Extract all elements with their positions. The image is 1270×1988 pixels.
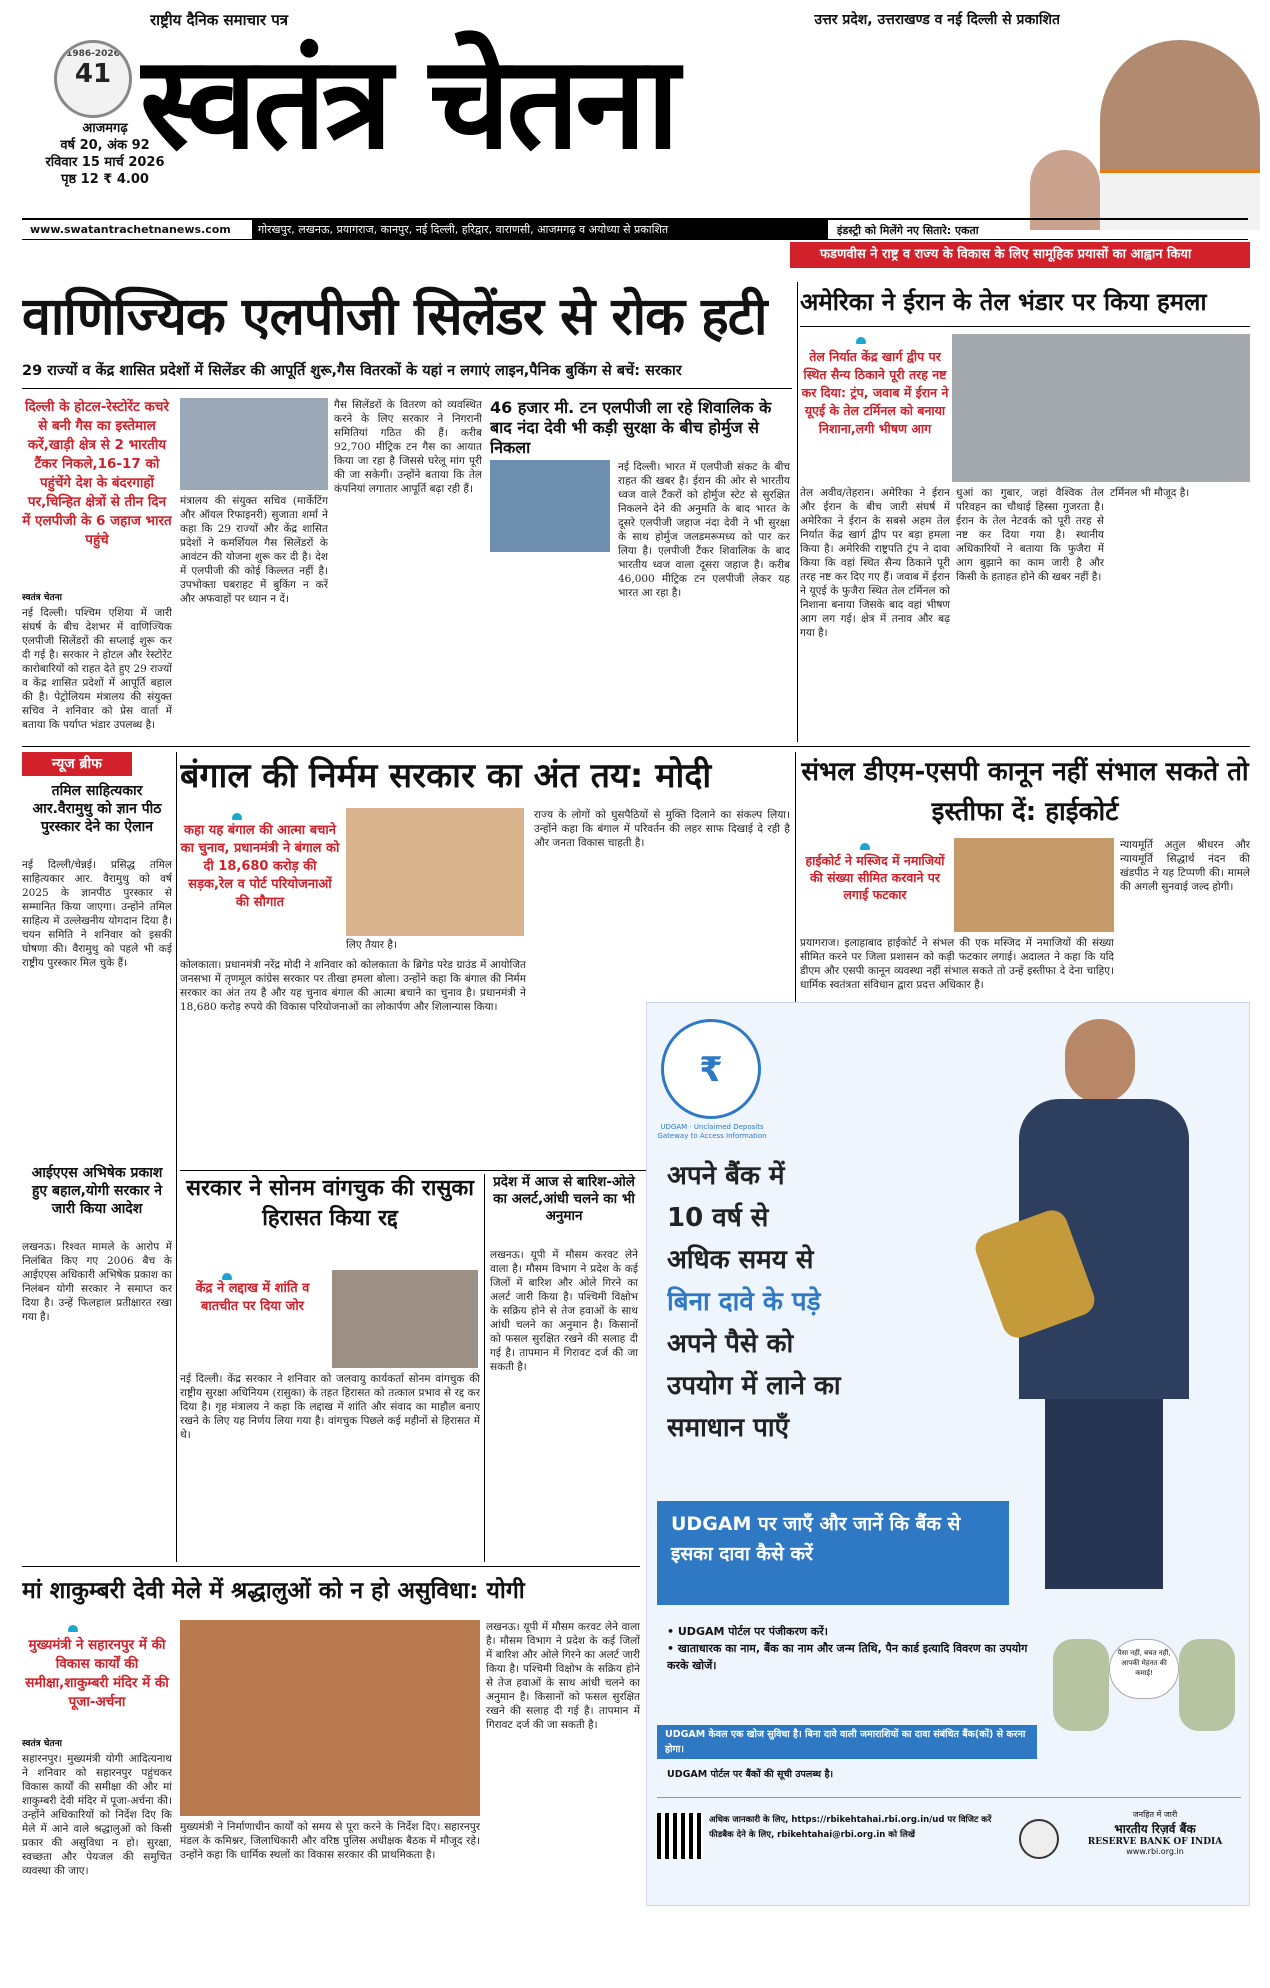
section-rule-3 [22, 1566, 640, 1567]
sambhal-red-sub: हाईकोर्ट ने मस्जिद में नमाजियों की संख्या सीमित करवाने पर लगाई फटकार [805, 853, 945, 902]
udgam-ring-text: UDGAM · Unclaimed Deposits Gateway to Access Information [657, 1123, 767, 1140]
iran-body-2: धुआं का गुबार, जहां वैश्विक तेल परिवहन का चौथाई हिस्सा गुजरता है। ईरान के तेल नेटवर्क को पूरी तरह से नष्ट कर दिया गया है। स्थानीय अधिकारियों ने बताया कि फुजैरा में आग बुझाने का काम जारी है और किसी के हताहत होने की खबर नहीं है। [956, 487, 1104, 583]
ad-blue-box[interactable]: UDGAM पर जाएँ और जानें कि बैंक से इसका दावा कैसे करें [657, 1501, 1009, 1605]
ad-headline-5: अपने पैसे को [667, 1329, 794, 1359]
ad-info [709, 1813, 1009, 1873]
bullet-dot-icon [232, 813, 242, 820]
rbi-emblem-icon [1019, 1819, 1059, 1859]
yogi-body-3: लखनऊ। यूपी में मौसम करवट लेने वाला है। मौसम विभाग ने प्रदेश के कई जिलों में बारिश और ओले गिरने का अलर्ट जारी किया है। पश्चिमी विक्षोभ के सक्रिय होने से तेज हवाओं के साथ आंधी चलने का अनुमान है। किसानों को फसल सुरक्षित रखने की सलाह दी गई है। तापमान में गिरावट दर्ज की जा सकती है। [486, 1621, 640, 1731]
ad-headline-3: अधिक समय से [667, 1245, 814, 1275]
bullet-icon: • [667, 1642, 678, 1655]
iran-headline: अमेरिका ने ईरान के तेल भंडार पर किया हमला [800, 288, 1207, 316]
iran-body: तेल अवीव/तेहरान। अमेरिका ने ईरान और ईरान के बीच जारी संघर्ष में अमेरिका ने ईरान के सबसे अहम तेल निर्यात केंद्र खार्ग द्वीप पर बड़ा हमला किया है। अमेरिकी राष्ट्रपति ट्रंप ने दावा किया कि वहां स्थित सैन्य ठिकाने पूरी तरह नष्ट कर दिए गए हैं। जवाब में ईरान ने यूएई के फुजैरा स्थित तेल टर्मिनल को निशाना बनाया जिसके बाद वहां भीषण आग लग गई। क्षेत्र में तनाव और बढ़ गया है। [800, 487, 950, 639]
brief-item2-head: आईएएस अभिषेक प्रकाश हुए बहाल,योगी सरकार ने जारी किया आदेश [31, 1165, 163, 1217]
col-divider-4 [484, 1174, 485, 1562]
anniversary-years: 1986-2026 [66, 49, 120, 59]
ad-headline-7: समाधान पाएँ [667, 1413, 789, 1443]
ad-bullet-2-text: खाताधारक का नाम, बैंक का नाम और जन्म तिथि, पैन कार्ड इत्यादि विवरण का उपयोग करके खोजें। [667, 1642, 1028, 1672]
lead-body-3: गैस सिलेंडरों के वितरण को व्यवस्थित करने के लिए सरकार ने निगरानी समितियां गठित की हैं। करीब 92,700 मीट्रिक टन गैस का आयात किया जा रहा है जिससे घरेलू मांग पूरी की जा सकेगी। उन्होंने बताया कि तेल कंपनियां लगातार आपूर्ति बढ़ा रही हैं। [334, 399, 482, 495]
lead-body-2: मंत्रालय की संयुक्त सचिव (मार्केटिंग और ऑयल रिफाइनरी) सुजाता शर्मा ने कहा कि 29 राज्यों और केंद्र शासित प्रदेशों ने कमर्शियल गैस सिलेंडरों के आवंटन की योजना शुरू कर दी है। देश में एलपीजी की कोई किल्लत नहीं है। उपभोक्ता घबराहट में बुकिंग न करें और अफवाहों पर ध्यान न दें। [180, 495, 328, 605]
cities-line: गोरखपुर, लखनऊ, प्रयागराज, कानपुर, नई दिल्ली, हरिद्वार, वाराणसी, आजमगढ़ व अयोध्या से प्रकाशित [252, 220, 828, 240]
lead-photo [180, 398, 328, 490]
news-brief-label: न्यूज ब्रीफ [22, 752, 132, 776]
bengal-dot-wrap [232, 808, 244, 820]
edition-info [40, 120, 170, 210]
masthead [0, 0, 1270, 300]
rbi-url[interactable]: www.rbi.org.in [1126, 1847, 1184, 1856]
ad-model-head [1065, 1019, 1135, 1103]
ad-headline-4: बिना दावे के पड़े [667, 1287, 821, 1317]
ad-bullet-1-text: UDGAM पोर्टल पर पंजीकरण करें। [677, 1625, 828, 1638]
brief-item2-body: लखनऊ। रिश्वत मामले के आरोप में निलंबित किए गए 2006 बैच के आईएएस अधिकारी अभिषेक प्रकाश का निलंबन योगी सरकार ने समाप्त कर दिया है। उन्हें फिलहाल प्रतीक्षारत रखा गया है। [22, 1241, 172, 1323]
bullet-dot-icon [856, 337, 866, 344]
edition-city: आजमगढ़ [82, 121, 128, 136]
qr-code-icon[interactable] [657, 1813, 703, 1859]
masthead-editions: उत्तर प्रदेश, उत्तराखण्ड व नई दिल्ली से प्रकाशित [814, 12, 1060, 28]
wangchuk-red-sub: केंद्र ने लद्दाख में शांति व बातचीत पर दिया जोर [195, 1281, 310, 1314]
iran-rule [800, 326, 1250, 327]
ad-bank-list: UDGAM पोर्टल पर बैंकों की सूची उपलब्ध है। [667, 1769, 834, 1780]
bullet-dot-icon [860, 843, 870, 850]
modi-photo [346, 808, 524, 936]
brief-item1-body: नई दिल्ली/चेन्नई। प्रसिद्ध तमिल साहित्यकार आर. वैरामुथु को वर्ष 2025 के ज्ञानपीठ पुरस्कार से सम्मानित किया जाएगा। उन्होंने तमिल साहित्य में उल्लेखनीय योगदान दिया है। चयन समिति ने शनिवार को इसकी घोषणा की। वैरामुथु को पहले भी कई राष्ट्रीय पुरस्कार मिल चुके हैं। [22, 859, 172, 969]
masthead-tagline: राष्ट्रीय दैनिक समाचार पत्र [150, 11, 289, 29]
wangchuk-dot-wrap [222, 1268, 234, 1280]
iran-dot-wrap [856, 332, 868, 344]
moneybag-left-icon [1053, 1639, 1109, 1731]
bullet-dot-icon [222, 1273, 232, 1280]
bengal-body-2: राज्य के लोगों को घुसपैठियों से मुक्ति दिलाने का संकल्प लिया। उन्होंने कहा कि बंगाल में परिवर्तन की लहर साफ दिखाई दे रही है और जनता विकास चाहती है। [534, 809, 790, 849]
bullet-icon: • [667, 1625, 678, 1638]
weather-body: लखनऊ। यूपी में मौसम करवट लेने वाला है। मौसम विभाग ने प्रदेश के कई जिलों में बारिश और ओले गिरने का अलर्ट जारी किया है। पश्चिमी विक्षोभ के सक्रिय होने से तेज हवाओं के साथ आंधी चलने का अनुमान है। किसानों को फसल सुरक्षित रखने की सलाह दी गई है। तापमान में गिरावट दर्ज की जा सकती है। [490, 1249, 638, 1373]
website-bar [22, 218, 1248, 240]
ad-info-1[interactable]: अधिक जानकारी के लिए, https://rbikehtahai.rbi.org.in/ud पर विजिट करें [709, 1815, 992, 1825]
website-link[interactable]: www.swatantrachetnanews.com [30, 223, 231, 236]
edition-volume: वर्ष 20, अंक 92 [60, 138, 150, 153]
sambhal-headline: संभल डीएम-एसपी कानून नहीं संभाल सकते तो इस्तीफा दें: हाईकोर्ट [801, 757, 1249, 827]
wangchuk-headline: सरकार ने सोनम वांगचुक की रासुका हिरासत किया रद्द [186, 1176, 474, 1231]
yogi-body-2: मुख्यमंत्री ने निर्माणाधीन कार्यों को समय से पूरा करने के निर्देश दिए। सहारनपुर मंडल के कमिश्नर, जिलाधिकारी और वरिष्ठ पुलिस अधीक्षक बैठक में मौजूद रहे। उन्होंने कहा कि धार्मिक स्थलों का विकास सरकार की प्राथमिकता है। [180, 1821, 480, 1861]
wangchuk-photo [332, 1270, 478, 1368]
promo-right[interactable]: इंडस्ट्री को मिलेंगे नए सितारे: एकता [837, 224, 979, 237]
iran-caption: टर्मिनल भी मौजूद है। [1110, 487, 1190, 499]
lead-headline: वाणिज्यिक एलपीजी सिलेंडर से रोक हटी [22, 287, 767, 347]
lead-byline: स्वतंत्र चेतना [22, 593, 62, 603]
rbi-name-hi: भारतीय रिज़र्व बैंक [1114, 1822, 1196, 1836]
speech-bubble: पैसा नहीं, बचत नहीं, आपकी मेहनत की कमाई! [1109, 1639, 1179, 1699]
iran-red-sub: तेल निर्यात केंद्र खार्ग द्वीप पर स्थित सैन्य ठिकाने पूरी तरह नष्ट कर दिया: ट्रंप, जवाब में ईरान ने यूएई के तेल टर्मिनल को बनाया निशाना,लगी भीषण आग [801, 349, 949, 436]
rbi-block [1065, 1809, 1245, 1873]
ad-info-2[interactable]: फीडबैक देने के लिए, rbikehtahai@rbi.org.in को लिखें [709, 1830, 915, 1840]
ad-bullet-1 [667, 1623, 1047, 1640]
ad-bullets [667, 1623, 1047, 1719]
ad-bullet-2 [667, 1640, 1047, 1674]
lead-side-red: दिल्ली के होटल-रेस्टोरेंट कचरे से बनी गैस का इस्तेमाल करें,खाड़ी क्षेत्र से 2 भारतीय टैंकर निकले,16-17 को पहुंचेंगे देश के बंदरगाहों पर,चिन्हित क्षेत्रों से तीन दिन में एलपीजी के 6 जहाज भारत पहुंचे [22, 399, 172, 548]
sambhal-body-2: न्यायमूर्ति अतुल श्रीधरन और न्यायमूर्ति सिद्धार्थ नंदन की खंडपीठ ने यह टिप्पणी की। मामले की अगली सुनवाई जल्द होगी। [1120, 839, 1250, 893]
wangchuk-body: नई दिल्ली। केंद्र सरकार ने शनिवार को जलवायु कार्यकर्ता सोनम वांगचुक की राष्ट्रीय सुरक्षा अधिनियम (रासुका) के तहत हिरासत को तत्काल प्रभाव से रद्द कर दिया है। गृह मंत्रालय ने कहा कि लद्दाख में शांति और संवाद का माहौल बनाए रखने के लिए यह निर्णय लिया गया है। वांगचुक पिछले कई महीनों से हिरासत में थे। [180, 1373, 480, 1441]
lng-ship-photo [490, 460, 610, 552]
section-rule-1 [22, 746, 1250, 747]
ad-headline-block [667, 1155, 997, 1495]
bengal-body: कोलकाता। प्रधानमंत्री नरेंद्र मोदी ने शनिवार को कोलकाता के ब्रिगेड परेड ग्राउंड में आयोजित जनसभा में तृणमूल कांग्रेस सरकार पर तीखा हमला बोला। उन्होंने कहा कि बंगाल की निर्मम सरकार का अंत तय है और यह चुनाव बंगाल की आत्मा बचाने का चुनाव है। प्रधानमंत्री ने 18,680 करोड़ रुपये की विकास परियोजनाओं का लोकार्पण और शिलान्यास किया। [180, 959, 526, 1013]
moneybag-right-icon [1179, 1639, 1235, 1731]
yogi-byline: स्वतंत्र चेतना [22, 1739, 62, 1749]
edition-price: पृष्ठ 12 ₹ 4.00 [61, 172, 149, 187]
udgam-logo-ring [661, 1019, 761, 1119]
yogi-headline: मां शाकुम्बरी देवी मेले में श्रद्धालुओं को न हो असुविधा: योगी [22, 1578, 525, 1604]
yogi-red-sub: मुख्यमंत्री ने सहारनपुर में की विकास कार्यों की समीक्षा,शाकुम्बरी मंदिर में की पूजा-अर्चना [25, 1637, 169, 1710]
anniversary-number: 41 [74, 59, 112, 89]
rbi-name-en: RESERVE BANK OF INDIA [1087, 1837, 1223, 1847]
ad-headline-1: अपने बैंक में [667, 1161, 785, 1191]
yogi-temple-photo [180, 1620, 480, 1816]
lead-rule [22, 388, 792, 389]
rupee-key-icon: ₹ [699, 1050, 723, 1090]
weather-headline: प्रदेश में आज से बारिश-ओले का अलर्ट,आंधी चलने का भी अनुमान [493, 1174, 635, 1224]
lead-subhead: 29 राज्यों व केंद्र शासित प्रदेशों में सिलेंडर की आपूर्ति शुरू,गैस वितरकों के यहां न लगाएं लाइन,पैनिक बुकिंग से बचें: सरकार [22, 363, 682, 379]
ad-model-legs [1045, 1399, 1163, 1589]
col-divider-2 [176, 752, 177, 1562]
edition-date: रविवार 15 मार्च 2026 [45, 155, 165, 170]
sambhal-body: प्रयागराज। इलाहाबाद हाईकोर्ट ने संभल की एक मस्जिद में नमाजियों की संख्या सीमित करने पर जिला प्रशासन को कड़ी फटकार लगाई। अदालत ने कहा कि यदि डीएम और एसपी कानून व्यवस्था नहीं संभाल सकते तो उन्हें इस्तीफा दे देना चाहिए। धार्मिक स्वतंत्रता संविधान द्वारा प्रदत्त अधिकार है। [800, 937, 1114, 991]
lead-box-headline: 46 हजार मी. टन एलपीजी ला रहे शिवालिक के बाद नंदा देवी भी कड़ी सुरक्षा के बीच होर्मुज से निकला [490, 398, 772, 456]
sambhal-dot-wrap [860, 838, 872, 850]
yogi-dot-wrap [68, 1620, 80, 1632]
col-divider-1 [797, 282, 798, 742]
ad-headline-6: उपयोग में लाने का [667, 1371, 841, 1401]
bengal-caption: लिए तैयार है। [346, 939, 397, 951]
ad-strip: UDGAM केवल एक खोज सुविधा है। बिना दावे वाली जमाराशियों का दावा संबंधित बैंक(कों) से करना होगा। [657, 1725, 1037, 1759]
rbi-tag: जनहित में जारी [1132, 1810, 1178, 1819]
bengal-headline: बंगाल की निर्मम सरकार का अंत तय: मोदी [180, 756, 712, 796]
lead-box-body: नई दिल्ली। भारत में एलपीजी संकट के बीच राहत की खबर है। ईरान की ओर से भारतीय ध्वज वाले टैंकरों को होर्मुज स्टेट से सुरक्षित निकलने देने की अनुमति के बाद भारत के दूसरे एलपीजी जहाज नंदा देवी ने भी सुरक्षा के साथ होर्मुज जलडमरूमध्य को पार कर लिया है। एलपीजी टैंकर शिवालिक के बाद भारतीय ध्वज वाला दूसरा जहाज है। करीब 46,000 मीट्रिक टन एलपीजी लेकर यह भारत आ रहा है। [618, 461, 790, 599]
high-court-photo [954, 838, 1114, 932]
ad-headline-2: 10 वर्ष से [667, 1203, 769, 1233]
yogi-body: सहारनपुर। मुख्यमंत्री योगी आदित्यनाथ ने शनिवार को सहारनपुर पहुंचकर विकास कार्यों की समीक्षा की और मां शाकुम्बरी देवी मंदिर में पूजा-अर्चना की। उन्होंने अधिकारियों को निर्देश दिए कि मेले में आने वाले श्रद्धालुओं को किसी प्रकार की असुविधा न हो। सुरक्षा, स्वच्छता और पेयजल की समुचित व्यवस्था की जाए। [22, 1753, 172, 1877]
bengal-red-sub: कहा यह बंगाल की आत्मा बचाने का चुनाव, प्रधानमंत्री ने बंगाल को दी 18,680 करोड़ की सड़क,रेल व पोर्ट परियोजनाओं की सौगात [180, 823, 340, 910]
masthead-title: स्वतंत्र चेतना [140, 28, 676, 178]
udgam-ad[interactable] [646, 1002, 1250, 1906]
bullet-dot-icon [68, 1625, 78, 1632]
iran-smoke-photo [952, 334, 1250, 482]
ad-info-rule [657, 1797, 1241, 1798]
brief-item1-head: तमिल साहित्यकार आर.वैरामुथु को ज्ञान पीठ पुरस्कार देने का ऐलान [32, 783, 162, 835]
lead-body-1: नई दिल्ली। पश्चिम एशिया में जारी संघर्ष के बीच देशभर में वाणिज्यिक एलपीजी सिलेंडरों की सप्लाई शुरू कर दी गई है। सरकार ने होटल और रेस्टोरेंट कारोबारियों को राहत देते हुए 29 राज्यों व केंद्र शासित प्रदेशों में आपूर्ति बहाल की है। पेट्रोलियम मंत्रालय की संयुक्त सचिव ने शनिवार को प्रेस वार्ता में बताया कि पर्याप्त भंडार उपलब्ध है। [22, 607, 172, 731]
red-strip[interactable]: फडणवीस ने राष्ट्र व राज्य के विकास के लिए सामूहिक प्रयासों का आह्वान किया [790, 242, 1250, 268]
anniversary-badge [54, 40, 132, 118]
